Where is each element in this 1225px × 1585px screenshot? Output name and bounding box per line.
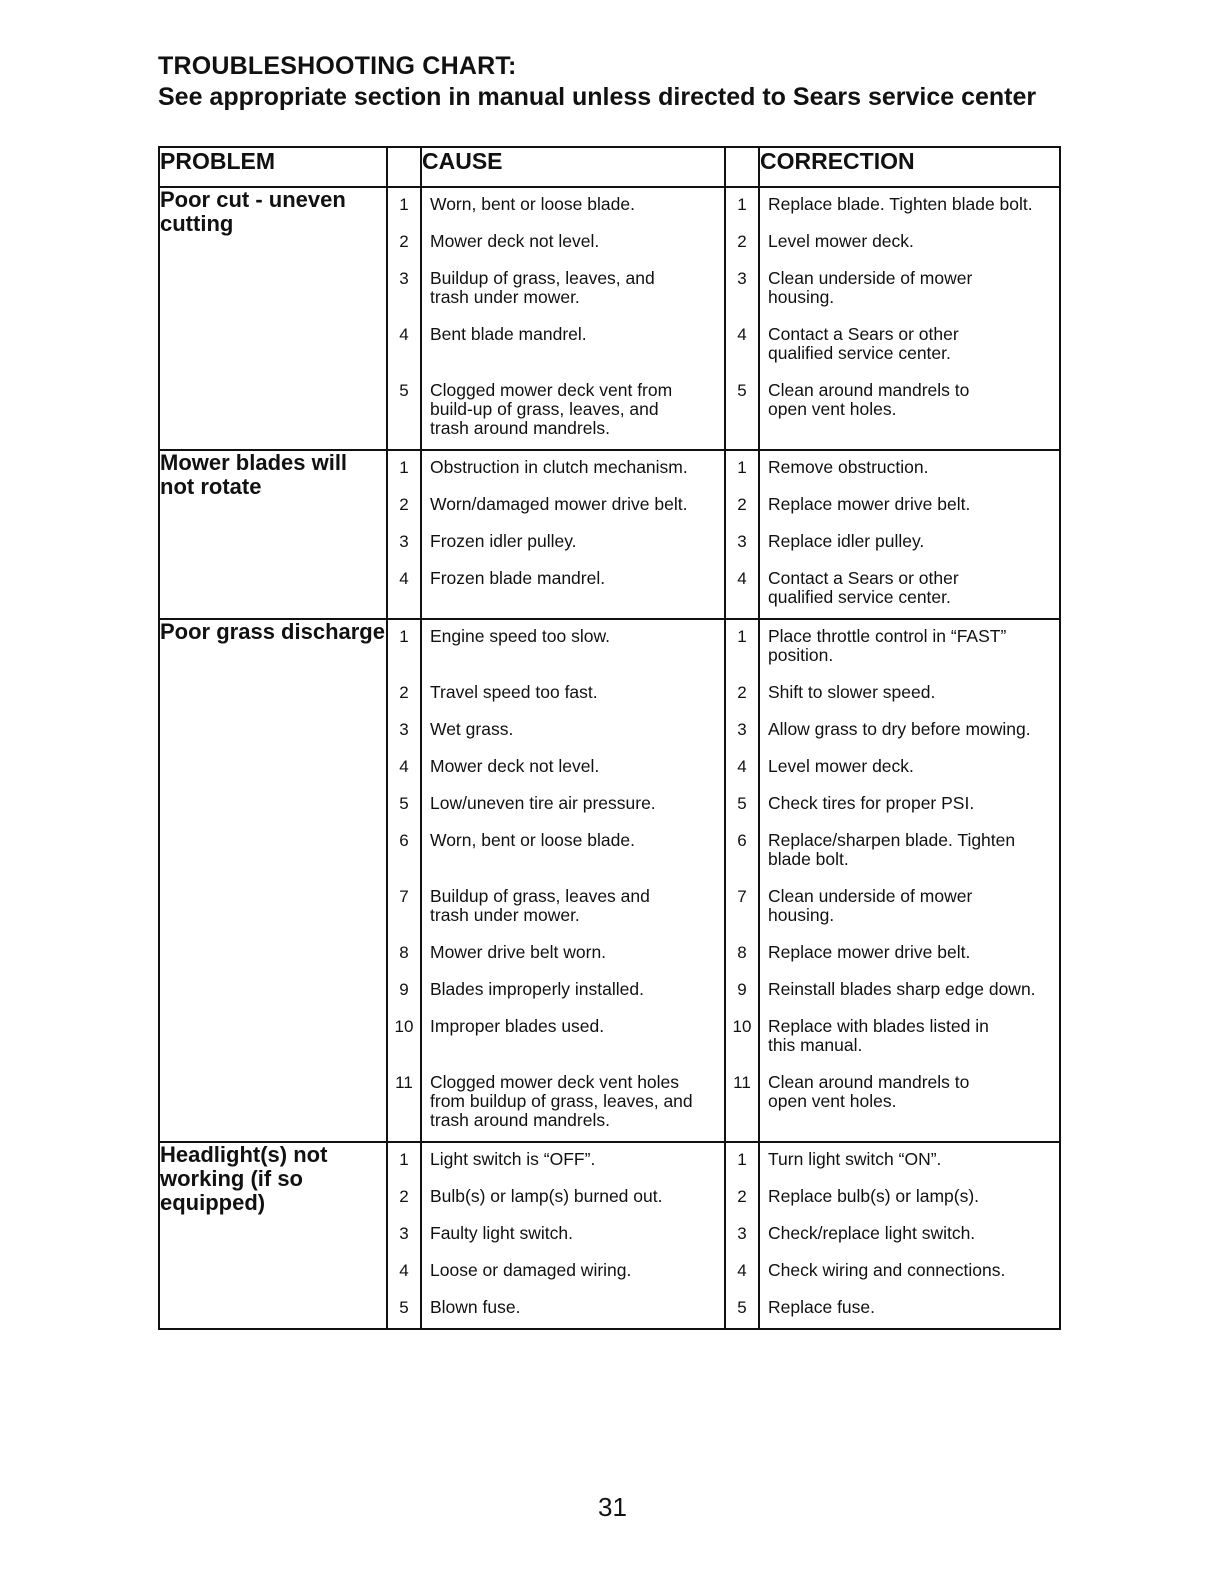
table-header-row [159, 147, 1060, 187]
problem-cell: Poor cut - uneven cutting [159, 187, 387, 450]
page-subtitle: See appropriate section in manual unless directed to Sears service center [158, 83, 1037, 111]
cause-number: 4 [399, 1261, 409, 1280]
correction-number: 2 [737, 1187, 747, 1206]
correction-text: Clean underside of mower housing. [768, 886, 973, 925]
table-row [159, 187, 1060, 450]
cause-number: 1 [399, 627, 409, 646]
correction-text: Contact a Sears or other qualified service center. [768, 568, 959, 607]
correction-text: Allow grass to dry before mowing. [768, 719, 1031, 739]
cause-text: Mower deck not level. [430, 756, 600, 776]
cause-number: 7 [399, 887, 409, 906]
correction-number: 7 [737, 887, 747, 906]
cause-text: Worn, bent or loose blade. [430, 194, 635, 214]
correction-text: Check tires for proper PSI. [768, 793, 975, 813]
correction-number: 10 [732, 1017, 752, 1036]
correction-text: Remove obstruction. [768, 457, 929, 477]
correction-header: CORRECTION [759, 147, 1060, 187]
correction-number: 2 [737, 232, 747, 251]
cause-number: 4 [399, 569, 409, 588]
cause-column [421, 450, 725, 619]
correction-number: 8 [737, 943, 747, 962]
correction-number-column [725, 450, 759, 619]
cause-text: Improper blades used. [430, 1016, 605, 1036]
page-title: TROUBLESHOOTING CHART: [158, 52, 517, 80]
cause-number: 2 [399, 495, 409, 514]
cause-column [421, 619, 725, 1142]
cause-text: Mower drive belt worn. [430, 942, 607, 962]
correction-text: Clean around mandrels to open vent holes. [768, 380, 970, 419]
cause-text: Loose or damaged wiring. [430, 1260, 632, 1280]
cause-text: Frozen idler pulley. [430, 531, 577, 551]
cause-number: 3 [399, 720, 409, 739]
cause-text: Blades improperly installed. [430, 979, 644, 999]
table-body [159, 187, 1060, 1329]
troubleshooting-table [158, 146, 1061, 1330]
cause-number: 5 [399, 1298, 409, 1317]
correction-column [759, 450, 1060, 619]
cause-number: 2 [399, 232, 409, 251]
correction-number: 2 [737, 495, 747, 514]
cause-number-column [387, 450, 421, 619]
correction-text: Replace fuse. [768, 1297, 876, 1317]
cause-number: 5 [399, 794, 409, 813]
cause-number: 11 [395, 1073, 413, 1092]
cause-number: 9 [399, 980, 409, 999]
cause-number: 1 [399, 1150, 409, 1169]
correction-number: 3 [737, 532, 747, 551]
cause-text: Light switch is “OFF”. [430, 1149, 596, 1169]
cause-column [421, 1142, 725, 1329]
correction-number: 1 [737, 458, 747, 477]
correction-number-column [725, 619, 759, 1142]
cause-number: 6 [399, 831, 409, 850]
correction-text: Level mower deck. [768, 756, 914, 776]
correction-number: 11 [733, 1073, 751, 1092]
correction-number: 2 [737, 683, 747, 702]
cause-number: 4 [399, 757, 409, 776]
correction-number: 1 [737, 1150, 747, 1169]
problem-header: PROBLEM [159, 147, 387, 187]
correction-text: Replace mower drive belt. [768, 494, 971, 514]
cause-text: Clogged mower deck vent holes from buildup of grass, leaves, and trash around mandrels. [430, 1072, 693, 1130]
correction-text: Clean underside of mower housing. [768, 268, 973, 307]
cause-number: 3 [399, 269, 409, 288]
cause-number: 2 [399, 683, 409, 702]
cause-number: 2 [399, 1187, 409, 1206]
cause-text: Worn/damaged mower drive belt. [430, 494, 688, 514]
correction-text: Shift to slower speed. [768, 682, 936, 702]
cause-text: Frozen blade mandrel. [430, 568, 606, 588]
correction-number: 4 [737, 325, 747, 344]
correction-column [759, 1142, 1060, 1329]
cause-text: Engine speed too slow. [430, 626, 610, 646]
correction-text: Replace idler pulley. [768, 531, 925, 551]
correction-number: 6 [737, 831, 747, 850]
problem-cell: Mower blades will not rotate [159, 450, 387, 619]
cause-number: 8 [399, 943, 409, 962]
cause-number-column [387, 1142, 421, 1329]
problem-cell: Headlight(s) not working (if so equipped) [159, 1142, 387, 1329]
cause-header: CAUSE [421, 147, 725, 187]
correction-text: Place throttle control in “FAST” position. [768, 626, 1007, 665]
table-row [159, 1142, 1060, 1329]
cause-text: Clogged mower deck vent from build-up of grass, leaves, and trash around mandrels. [430, 380, 673, 438]
cause-text: Low/uneven tire air pressure. [430, 793, 656, 813]
correction-number: 1 [737, 195, 747, 214]
cause-text: Bulb(s) or lamp(s) burned out. [430, 1186, 663, 1206]
cause-number: 3 [399, 532, 409, 551]
cause-number-column [387, 187, 421, 450]
page-number: 31 [598, 1492, 627, 1522]
correction-column [759, 187, 1060, 450]
correction-number: 5 [737, 794, 747, 813]
correction-text: Check wiring and connections. [768, 1260, 1006, 1280]
cause-number: 1 [399, 458, 409, 477]
correction-column [759, 619, 1060, 1142]
cause-text: Blown fuse. [430, 1297, 521, 1317]
correction-text: Turn light switch “ON”. [768, 1149, 942, 1169]
correction-number-column [725, 1142, 759, 1329]
correction-number: 4 [737, 569, 747, 588]
correction-text: Contact a Sears or other qualified service center. [768, 324, 959, 363]
cause-number-column [387, 619, 421, 1142]
cause-text: Worn, bent or loose blade. [430, 830, 635, 850]
cause-text: Buildup of grass, leaves and trash under mower. [430, 886, 650, 925]
problem-cell: Poor grass discharge [159, 619, 387, 1142]
cause-text: Faulty light switch. [430, 1223, 573, 1243]
table-row [159, 619, 1060, 1142]
correction-text: Clean around mandrels to open vent holes. [768, 1072, 970, 1111]
correction-text: Level mower deck. [768, 231, 914, 251]
correction-number: 9 [737, 980, 747, 999]
correction-text: Replace with blades listed in this manual. [768, 1016, 989, 1055]
correction-text: Check/replace light switch. [768, 1223, 976, 1243]
correction-number: 3 [737, 269, 747, 288]
cause-number-header [387, 147, 421, 187]
correction-text: Replace mower drive belt. [768, 942, 971, 962]
correction-number: 1 [737, 627, 747, 646]
correction-text: Replace blade. Tighten blade bolt. [768, 194, 1033, 214]
correction-text: Reinstall blades sharp edge down. [768, 979, 1036, 999]
cause-text: Buildup of grass, leaves, and trash under mower. [430, 268, 655, 307]
correction-text: Replace/sharpen blade. Tighten blade bolt. [768, 830, 1016, 869]
table-row [159, 450, 1060, 619]
correction-number: 5 [737, 1298, 747, 1317]
cause-text: Obstruction in clutch mechanism. [430, 457, 688, 477]
correction-text: Replace bulb(s) or lamp(s). [768, 1186, 980, 1206]
cause-text: Mower deck not level. [430, 231, 600, 251]
correction-number-header [725, 147, 759, 187]
cause-number: 3 [399, 1224, 409, 1243]
cause-number: 4 [399, 325, 409, 344]
cause-number: 10 [394, 1017, 414, 1036]
correction-number-column [725, 187, 759, 450]
cause-text: Wet grass. [430, 719, 514, 739]
correction-number: 4 [737, 757, 747, 776]
cause-number: 5 [399, 381, 409, 400]
correction-number: 3 [737, 720, 747, 739]
correction-number: 3 [737, 1224, 747, 1243]
cause-column [421, 187, 725, 450]
cause-number: 1 [399, 195, 409, 214]
correction-number: 4 [737, 1261, 747, 1280]
cause-text: Travel speed too fast. [430, 682, 598, 702]
correction-number: 5 [737, 381, 747, 400]
cause-text: Bent blade mandrel. [430, 324, 587, 344]
